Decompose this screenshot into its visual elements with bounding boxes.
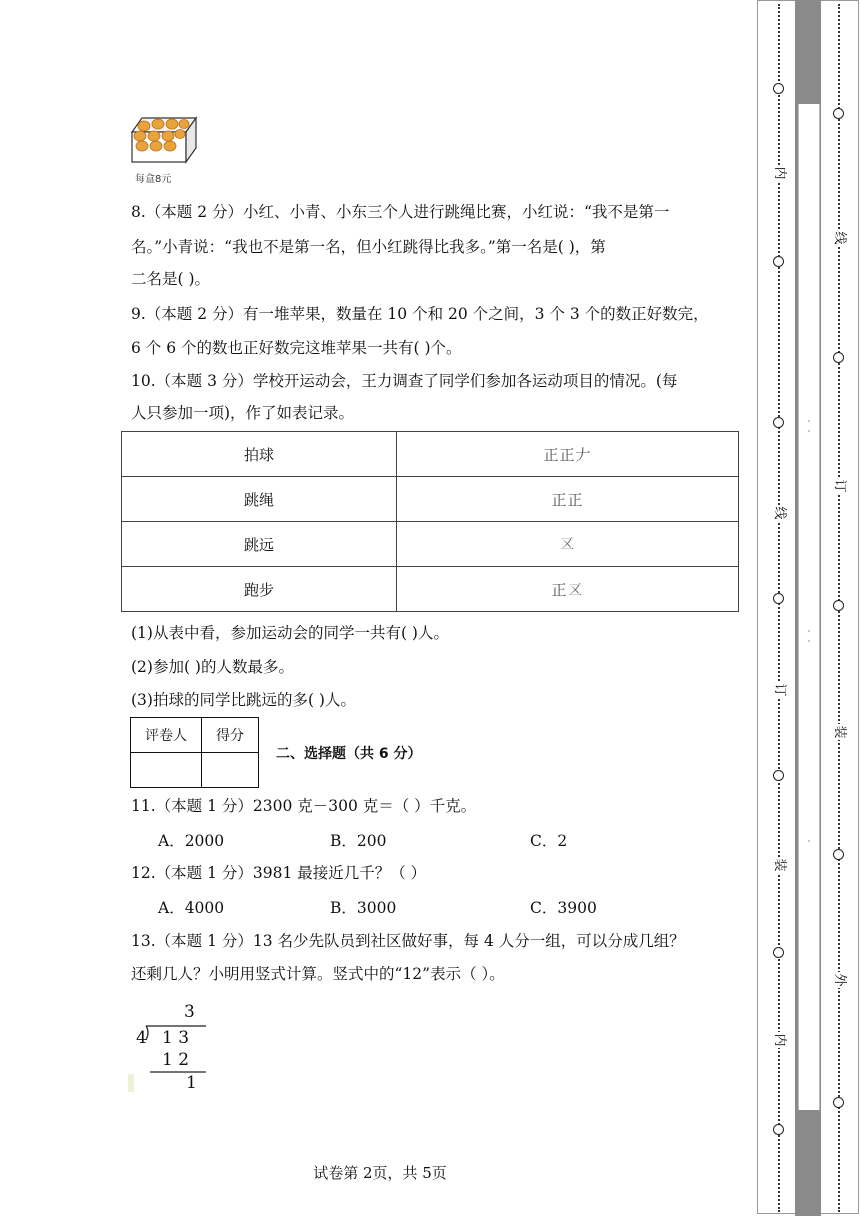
question-9-line-1: 9.（本题 2 分）有一堆苹果，数量在 10 个和 20 个之间，3 个 3 个的数正好数完， — [131, 305, 709, 323]
score-label: 得分 — [202, 718, 259, 753]
sport-name: 跳远 — [122, 522, 397, 567]
sport-name: 拍球 — [122, 432, 397, 477]
sport-tally: 正正 — [397, 477, 739, 522]
margin-label-outer: 装 — [832, 725, 847, 739]
sport-tally: 正𠄡 — [397, 567, 739, 612]
question-8-line-3: 二名是( )。 — [131, 270, 211, 288]
sport-name: 跳绳 — [122, 477, 397, 522]
reviewer-cell[interactable] — [131, 753, 202, 788]
margin-dot — [808, 420, 810, 422]
margin-dot — [808, 630, 810, 632]
margin-label-inner: 订 — [772, 683, 787, 697]
table-row — [122, 477, 739, 522]
sport-tally: 𠄡 — [397, 522, 739, 567]
question-12-option-a[interactable]: A．4000 — [158, 899, 225, 917]
question-11-option-b[interactable]: B．200 — [330, 832, 387, 850]
score-cell[interactable] — [202, 753, 259, 788]
section-title: 二、选择题（共 6 分） — [276, 746, 422, 762]
margin-dot — [808, 430, 810, 432]
question-10-line-1: 10.（本题 3 分）学校开运动会，王力调查了同学们参加各运动项目的情况。(每 — [131, 372, 678, 390]
egg-box-caption: 每盒8元 — [135, 174, 172, 185]
division-remainder: 1 — [186, 1073, 197, 1093]
score-box — [130, 717, 259, 788]
binding-hole-icon — [773, 83, 784, 94]
binding-strip-inner — [798, 104, 820, 1110]
table-row — [122, 432, 739, 477]
margin-label-inner: 装 — [772, 858, 787, 872]
long-division-figure — [128, 1000, 218, 1096]
margin-dot — [808, 840, 810, 842]
question-11-option-a[interactable]: A．2000 — [158, 832, 225, 850]
margin-dot — [808, 640, 810, 642]
question-12-text: 12.（本题 1 分）3981 最接近几千？（ ） — [131, 864, 427, 882]
binding-hole-icon — [833, 1097, 844, 1108]
binding-hole-icon — [773, 256, 784, 267]
question-10-sub-1: (1)从表中看，参加运动会的同学一共有( )人。 — [131, 624, 449, 642]
binding-hole-icon — [833, 600, 844, 611]
page-footer: 试卷第 2页，共 5页 — [313, 1164, 447, 1182]
inner-cut-line — [778, 4, 780, 1212]
binding-hole-icon — [833, 849, 844, 860]
division-product: 1 2 — [162, 1050, 190, 1070]
question-8-line-1: 8.（本题 2 分）小红、小青、小东三个人进行跳绳比赛，小红说：“我不是第一 — [131, 203, 670, 221]
margin-label-inner: 线 — [772, 506, 787, 520]
question-10-line-2: 人只参加一项)，作了如表记录。 — [131, 404, 355, 422]
binding-hole-icon — [773, 417, 784, 428]
table-row — [122, 522, 739, 567]
margin-label-outer: 订 — [832, 479, 847, 493]
egg-box-image — [128, 114, 200, 166]
margin-label-inner: 内 — [772, 166, 787, 180]
division-divisor: 4 — [136, 1028, 147, 1048]
binding-hole-icon — [773, 1124, 784, 1135]
binding-hole-icon — [773, 770, 784, 781]
margin-label-outer: 外 — [832, 973, 847, 987]
margin-label-outer: 线 — [832, 231, 847, 245]
division-dividend: 1 3 — [162, 1028, 190, 1048]
binding-hole-icon — [833, 108, 844, 119]
question-12-option-c[interactable]: C．3900 — [530, 899, 597, 917]
question-10-sub-2: (2)参加( )的人数最多。 — [131, 658, 294, 676]
table-row — [122, 567, 739, 612]
question-8-line-2: 名。”小青说：“我也不是第一名，但小红跳得比我多。”第一名是( )，第 — [131, 238, 606, 256]
sport-tally-table — [121, 431, 739, 612]
question-10-sub-3: (3)拍球的同学比跳远的多( )人。 — [131, 691, 356, 709]
question-11-option-c[interactable]: C．2 — [530, 832, 568, 850]
reviewer-label: 评卷人 — [131, 718, 202, 753]
question-13-line-1: 13.（本题 1 分）13 名少先队员到社区做好事，每 4 人分一组，可以分成几组？ — [131, 932, 685, 950]
question-13-line-2: 还剩几人？小明用竖式计算。竖式中的“12”表示（ ）。 — [131, 965, 505, 983]
division-quotient: 3 — [184, 1002, 195, 1022]
question-11-text: 11.（本题 1 分）2300 克－300 克＝（ ）千克。 — [131, 797, 477, 815]
sport-tally: 正正𠂇 — [397, 432, 739, 477]
sport-name: 跑步 — [122, 567, 397, 612]
division-lines — [128, 1000, 218, 1096]
question-12-option-b[interactable]: B．3000 — [330, 899, 397, 917]
binding-hole-icon — [773, 593, 784, 604]
binding-hole-icon — [833, 352, 844, 363]
question-9-line-2: 6 个 6 个的数也正好数完这堆苹果一共有( )个。 — [131, 339, 462, 357]
margin-label-inner: 内 — [772, 1033, 787, 1047]
binding-hole-icon — [773, 947, 784, 958]
